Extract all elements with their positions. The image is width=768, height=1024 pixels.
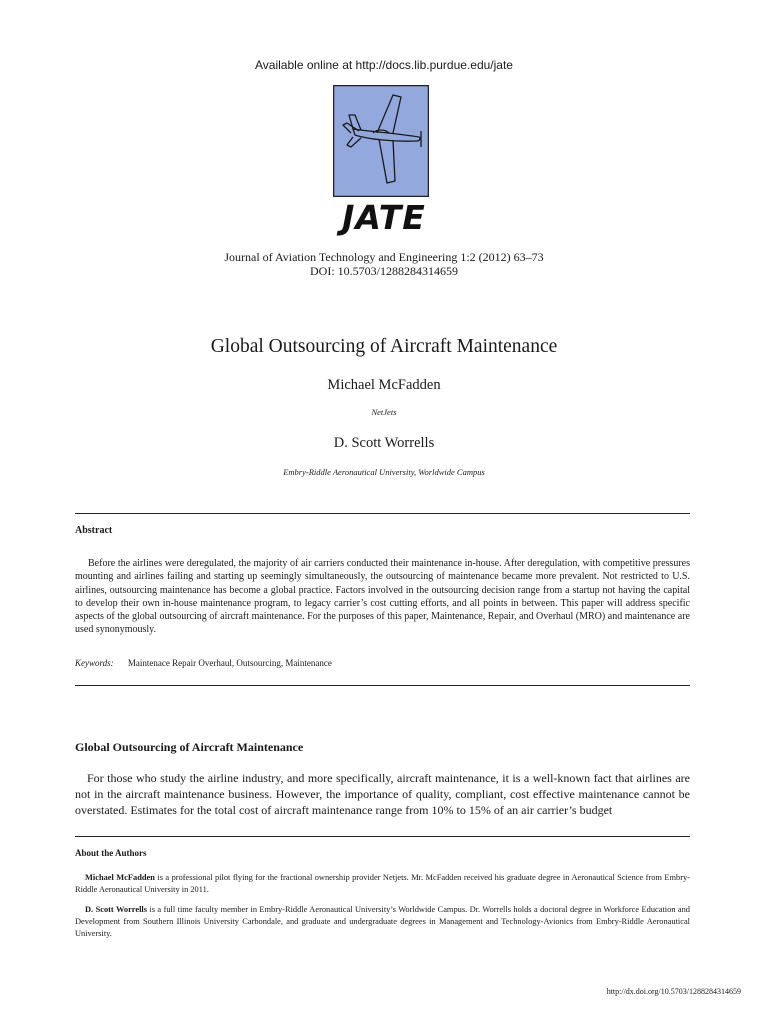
- keywords-label: Keywords:: [75, 658, 114, 668]
- author-name: D. Scott Worrells: [333, 435, 435, 451]
- divider: [75, 685, 690, 686]
- doi-link[interactable]: http://dx.doi.org/10.5703/1288284314659: [606, 987, 741, 996]
- abstract-heading: Abstract: [75, 525, 113, 536]
- author-affiliation: NetJets: [371, 407, 397, 417]
- body-paragraph: For those who study the airline industry, and more specifically, aircraft maintenance, it is a well-known fact that airlines are not in the aircraft maintenance business. However, the importance of quality, compliant, cost effective maintenance cannot be overstated. Estimates for the total cost of aircraft maintenance range from 10% to 15% of an air carrier’s budget: [75, 771, 690, 818]
- author-bio: [75, 872, 690, 896]
- bio-text: is a full time faculty member in Embry-Riddle Aeronautical University’s Worldwide Campus. Dr. Worrells holds a doctoral degree in Workforce Education and Development from Southern Illinois University Carbondale, and graduate and undergraduate degrees in Management and Technology-Avionics from Embry-Riddle Aeronautical University.: [75, 905, 690, 938]
- about-authors-heading: About the Authors: [75, 848, 147, 858]
- bio-author-name: Michael McFadden: [85, 873, 155, 882]
- airplane-icon: [333, 85, 429, 197]
- bio-author-name: D. Scott Worrells: [85, 905, 147, 914]
- abstract-text: Before the airlines were deregulated, the majority of air carriers conducted their maintenance in-house. After deregulation, with competitive pressures mounting and airlines failing and starting up seemingly simultaneously, the outsourcing of maintenance became more prevalent. Not restricted to U.S. airlines, outsourcing maintenance has become a global practice. Factors involved in the outsourcing decision range from a startup not having the capital to develop their own in-house maintenance program, to legacy carrier’s cost cutting efforts, and all points in between. This paper will address specific aspects of the global outsourcing of aircraft maintenance. For the purposes of this paper, Maintenance, Repair, and Overhaul (MRO) and maintenance are used synonymously.: [75, 558, 690, 636]
- available-online-link[interactable]: Available online at http://docs.lib.purdue.edu/jate: [255, 58, 513, 72]
- author-affiliation: Embry-Riddle Aeronautical University, Worldwide Campus: [283, 467, 485, 477]
- divider: [75, 513, 690, 514]
- doi-line: DOI: 10.5703/1288284314659: [310, 264, 458, 278]
- bio-text: is a professional pilot flying for the fractional ownership provider Netjets. Mr. McFadden received his graduate degree in Aeronautical Science from Embry-Riddle Aeronautical University in 2011.: [75, 873, 690, 894]
- keywords-line: [75, 658, 332, 668]
- journal-cover-image: [333, 85, 429, 197]
- author-name: Michael McFadden: [327, 377, 441, 393]
- article-title: Global Outsourcing of Aircraft Maintenance: [210, 336, 558, 357]
- journal-citation: Journal of Aviation Technology and Engineering 1:2 (2012) 63–73: [224, 250, 544, 264]
- section-heading: Global Outsourcing of Aircraft Maintenance: [75, 740, 304, 754]
- author-bio: [75, 904, 690, 940]
- divider: [75, 836, 690, 837]
- keywords-list: Maintenace Repair Overhaul, Outsourcing, Maintenance: [127, 658, 332, 668]
- journal-logo: JATE: [342, 198, 426, 237]
